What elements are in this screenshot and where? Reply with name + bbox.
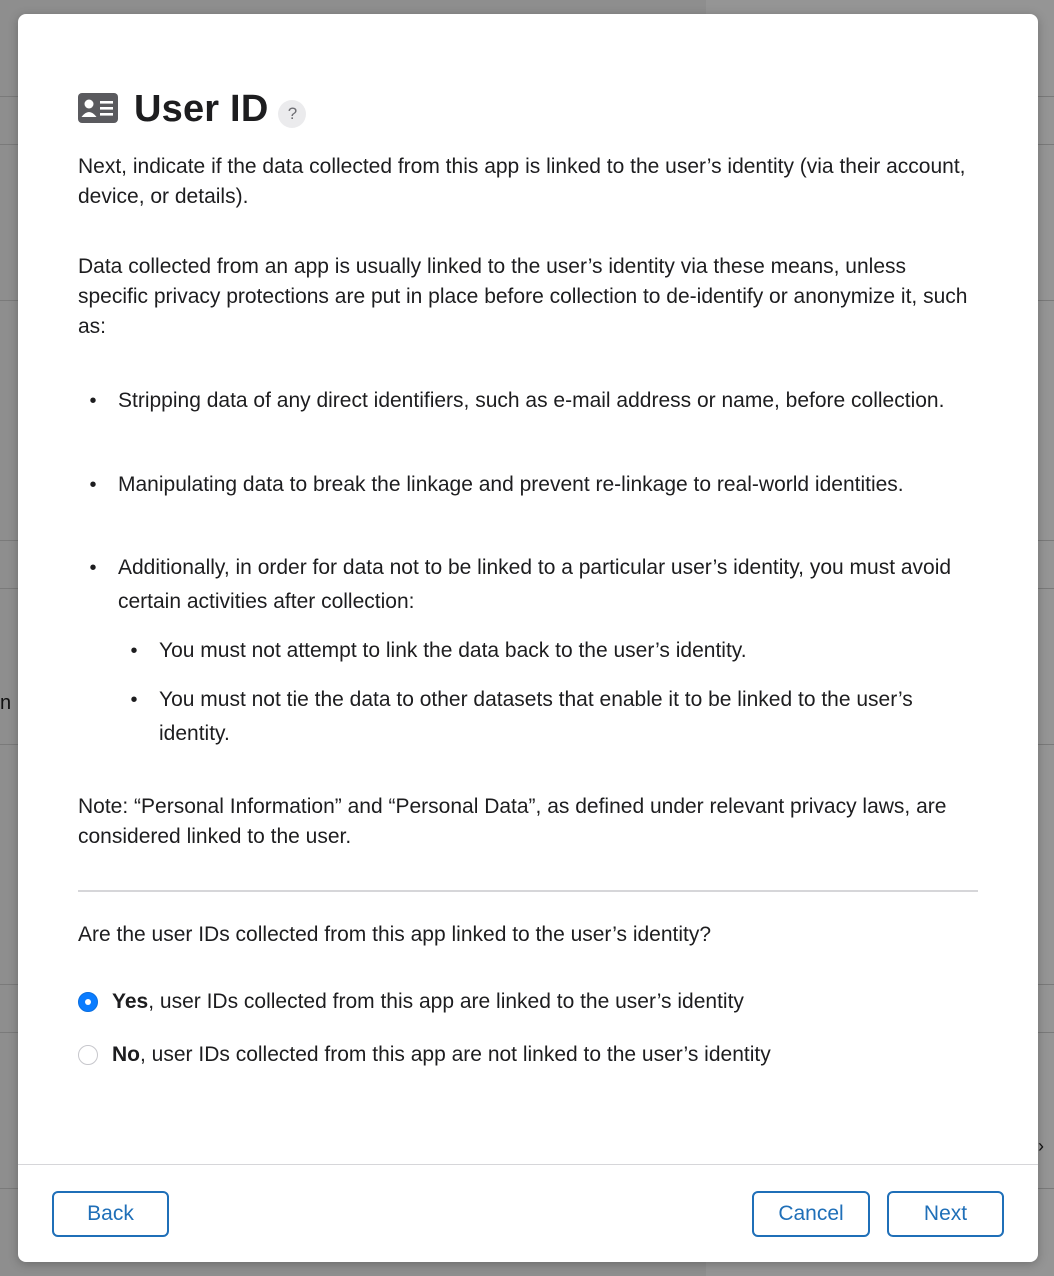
radio-option-no[interactable] bbox=[78, 1043, 771, 1067]
list-item-text: You must not attempt to link the data back to the user’s identity. bbox=[159, 639, 747, 662]
list-item bbox=[78, 468, 958, 502]
bullet-dot: • bbox=[89, 474, 97, 496]
dialog-header bbox=[78, 84, 978, 134]
radio-unselected-icon[interactable] bbox=[78, 1045, 98, 1065]
means-text: Data collected from an app is usually linked to the user’s identity via these means, unless specific privacy protections are put in place before collection to de-identify or anonymize it, such as: bbox=[78, 255, 968, 338]
radio-label-bold: No bbox=[112, 1043, 140, 1066]
next-button[interactable]: Next bbox=[887, 1191, 1004, 1237]
note-text: Note: “Personal Information” and “Personal Data”, as defined under relevant privacy laws, are considered linked to the user. bbox=[78, 795, 947, 848]
sub-list-item bbox=[119, 683, 959, 751]
cancel-button[interactable]: Cancel bbox=[752, 1191, 870, 1237]
dialog-title: User ID bbox=[134, 87, 269, 130]
bullet-dot: • bbox=[89, 557, 97, 579]
radio-label-rest: , user IDs collected from this app are not linked to the user’s identity bbox=[140, 1043, 771, 1066]
footer-divider bbox=[18, 1164, 1038, 1165]
help-icon[interactable]: ? bbox=[278, 100, 306, 128]
radio-selected-icon[interactable] bbox=[78, 992, 98, 1012]
list-item-text: Stripping data of any direct identifiers, such as e-mail address or name, before collection. bbox=[118, 389, 945, 412]
back-button[interactable]: Back bbox=[52, 1191, 169, 1237]
intro-text: Next, indicate if the data collected from this app is linked to the user’s identity (via their account, device, or details). bbox=[78, 155, 966, 208]
radio-label-rest: , user IDs collected from this app are linked to the user’s identity bbox=[148, 990, 744, 1013]
list-item bbox=[78, 384, 958, 418]
question-text: Are the user IDs collected from this app linked to the user’s identity? bbox=[78, 923, 712, 946]
radio-label-bold: Yes bbox=[112, 990, 149, 1013]
list-item bbox=[78, 551, 958, 619]
bullet-dot: • bbox=[130, 689, 138, 711]
radio-label-yes[interactable] bbox=[112, 990, 744, 1014]
background-text-fragment: n bbox=[0, 692, 12, 714]
radio-label-no[interactable] bbox=[112, 1043, 771, 1067]
user-id-dialog bbox=[18, 14, 1038, 1262]
user-id-card-icon bbox=[78, 93, 118, 125]
list-item-text: You must not tie the data to other datasets that enable it to be linked to the user’s identity. bbox=[159, 688, 913, 745]
list-item-text: Manipulating data to break the linkage and prevent re-linkage to real-world identities. bbox=[118, 473, 904, 496]
bullet-dot: • bbox=[130, 640, 138, 662]
section-divider bbox=[78, 890, 978, 892]
background-chevron-icon: › bbox=[1038, 1136, 1044, 1156]
sub-list-item bbox=[119, 634, 959, 668]
radio-option-yes[interactable] bbox=[78, 990, 744, 1014]
bullet-dot: • bbox=[89, 390, 97, 412]
list-item-text: Additionally, in order for data not to be linked to a particular user’s identity, you must avoid certain activities after collection: bbox=[118, 556, 952, 613]
